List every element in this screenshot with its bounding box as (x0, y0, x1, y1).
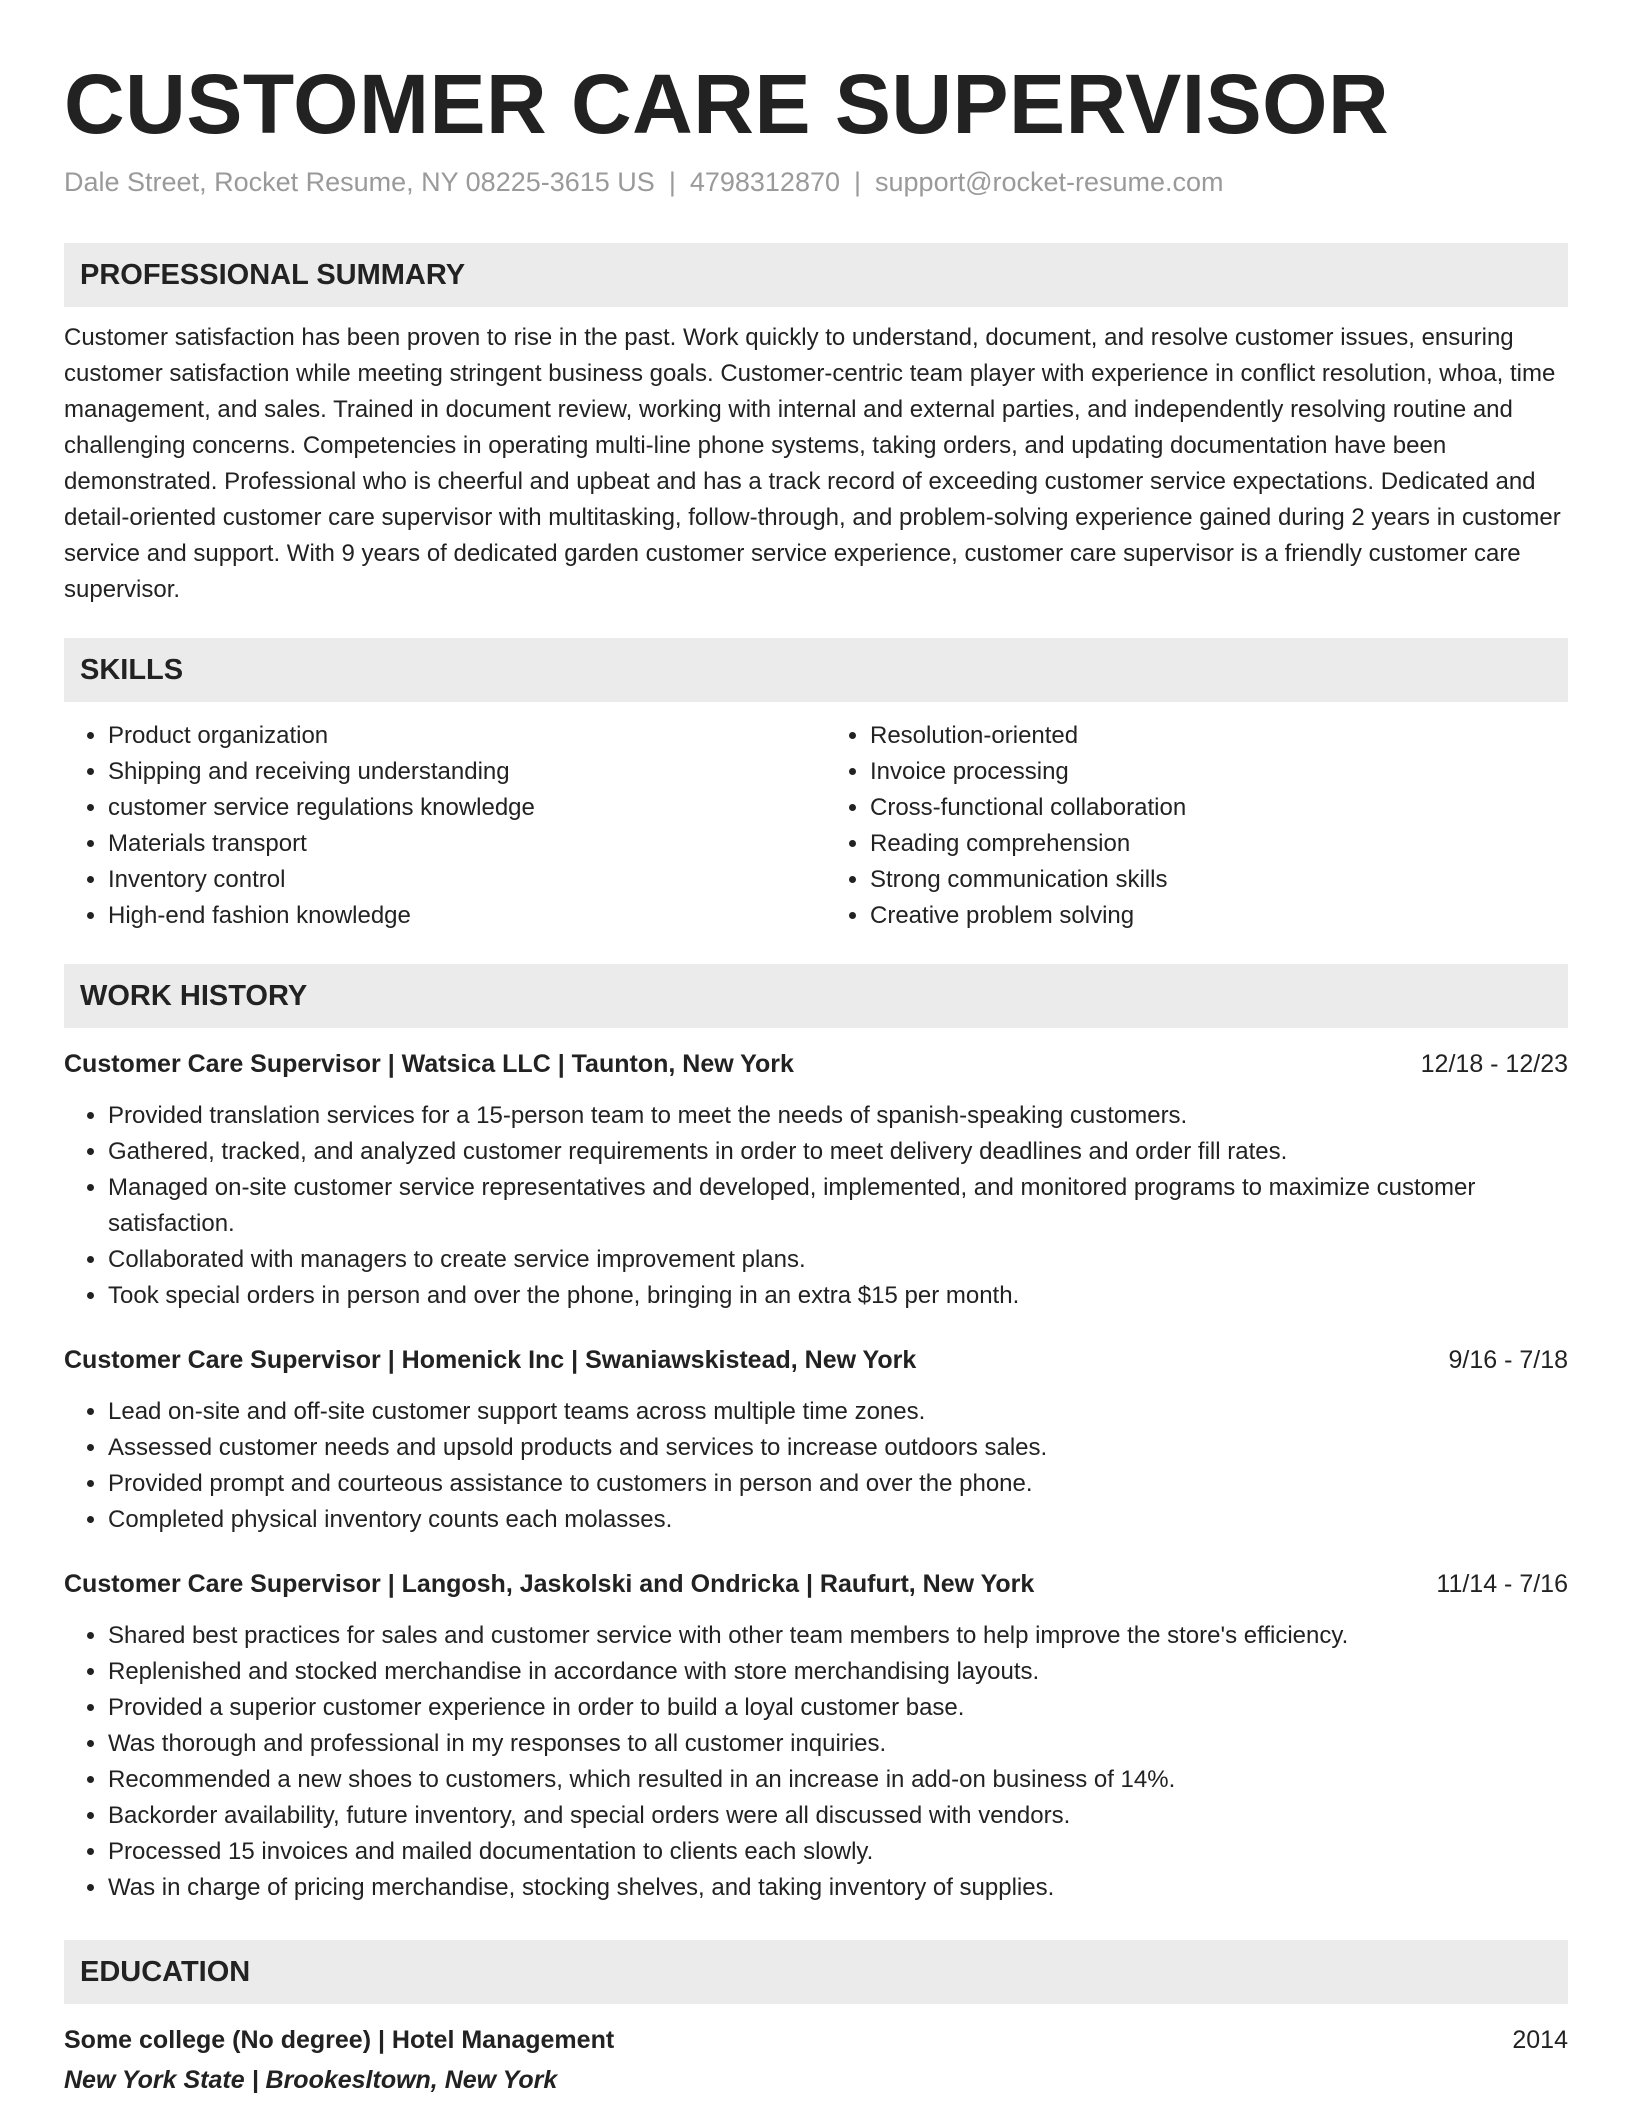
education-school: New York State | Brookesltown, New York (64, 2066, 558, 2094)
resume-title: CUSTOMER CARE SUPERVISOR (64, 57, 1390, 151)
job-entry (64, 1566, 1568, 1906)
job-bullet: • Recommended a new shoes to customers, which resulted in an increase in add-on business of 14%. (108, 1762, 1568, 1798)
skill-item: • Cross-functional collaboration (870, 790, 1568, 826)
skill-item: • Materials transport (108, 826, 806, 862)
section-header-work-history: WORK HISTORY (64, 964, 1568, 1028)
skill-item: • Shipping and receiving understanding (108, 754, 806, 790)
skill-item: • High-end fashion knowledge (108, 898, 806, 934)
education-degree: Some college (No degree) | Hotel Management (64, 2026, 615, 2054)
contact-separator: | (668, 167, 676, 197)
job-bullet: • Took special orders in person and over the phone, bringing in an extra $15 per month. (108, 1278, 1568, 1314)
job-bullet: • Shared best practices for sales and customer service with other team members to help improve the store's efficiency. (108, 1618, 1568, 1654)
skills-grid (64, 718, 1568, 934)
job-title: Customer Care Supervisor | Langosh, Jaskolski and Ondricka | Raufurt, New York (64, 1570, 1035, 1598)
skill-item: • Inventory control (108, 862, 806, 898)
job-heading-row (64, 1342, 1568, 1378)
job-bullet: • Assessed customer needs and upsold products and services to increase outdoors sales. (108, 1430, 1568, 1466)
job-title: Customer Care Supervisor | Watsica LLC | Taunton, New York (64, 1050, 794, 1078)
job-bullets (64, 1618, 1568, 1906)
contact-address: Dale Street, Rocket Resume, NY 08225-3615 US (64, 167, 655, 197)
job-bullet: • Provided prompt and courteous assistance to customers in person and over the phone. (108, 1466, 1568, 1502)
contact-line (64, 164, 1568, 200)
job-title: Customer Care Supervisor | Homenick Inc | Swaniawskistead, New York (64, 1346, 917, 1374)
skill-item: • Strong communication skills (870, 862, 1568, 898)
job-dates: 9/16 - 7/18 (1448, 1346, 1568, 1374)
job-bullet: • Completed physical inventory counts each molasses. (108, 1502, 1568, 1538)
job-bullet: • Lead on-site and off-site customer support teams across multiple time zones. (108, 1394, 1568, 1430)
job-dates: 11/14 - 7/16 (1436, 1570, 1568, 1598)
contact-separator: | (854, 167, 862, 197)
job-heading-row (64, 1566, 1568, 1602)
section-header-skills: SKILLS (64, 638, 1568, 702)
job-bullets (64, 1394, 1568, 1538)
skills-list-right (826, 718, 1568, 934)
skills-list-left (64, 718, 806, 934)
education-year: 2014 (1512, 2026, 1568, 2054)
job-bullet: • Replenished and stocked merchandise in accordance with store merchandising layouts. (108, 1654, 1568, 1690)
section-header-summary: PROFESSIONAL SUMMARY (64, 243, 1568, 307)
job-bullet: • Provided translation services for a 15-person team to meet the needs of spanish-speaking customers. (108, 1098, 1568, 1134)
skill-item: • Creative problem solving (870, 898, 1568, 934)
job-bullet: • Provided a superior customer experience in order to build a loyal customer base. (108, 1690, 1568, 1726)
skill-item: • Invoice processing (870, 754, 1568, 790)
skill-item: • Resolution-oriented (870, 718, 1568, 754)
skill-item: • customer service regulations knowledge (108, 790, 806, 826)
job-bullet: • Gathered, tracked, and analyzed customer requirements in order to meet delivery deadlines and order fill rates. (108, 1134, 1568, 1170)
job-bullet: • Backorder availability, future inventory, and special orders were all discussed with vendors. (108, 1798, 1568, 1834)
job-heading-row (64, 1046, 1568, 1082)
job-bullet: • Was in charge of pricing merchandise, stocking shelves, and taking inventory of supplies. (108, 1870, 1568, 1906)
summary-text: Customer satisfaction has been proven to rise in the past. Work quickly to understand, document, and resolve customer issues, ensuring customer satisfaction while meeting stringent business goals. Customer-centric team player with experience in conflict resolution, whoa, time management, and sales. Trained in document review, working with internal and external parties, and independently resolving routine and challenging concerns. Competencies in operating multi-line phone systems, taking orders, and updating documentation have been demonstrated. Professional who is cheerful and upbeat and has a track record of exceeding customer service expectations. Dedicated and detail-oriented customer care supervisor with multitasking, follow-through, and problem-solving experience gained during 2 years in customer service and support. With 9 years of dedicated garden customer service experience, customer care supervisor is a friendly customer care supervisor. (64, 324, 1561, 603)
education-heading-row (64, 2022, 1568, 2058)
job-dates: 12/18 - 12/23 (1420, 1050, 1568, 1078)
job-entry (64, 1342, 1568, 1538)
job-bullet: • Was thorough and professional in my responses to all customer inquiries. (108, 1726, 1568, 1762)
contact-email: support@rocket-resume.com (875, 167, 1224, 197)
job-entry (64, 1046, 1568, 1314)
contact-phone: 4798312870 (689, 167, 840, 197)
skill-item: • Product organization (108, 718, 806, 754)
job-bullet: • Processed 15 invoices and mailed documentation to clients each slowly. (108, 1834, 1568, 1870)
section-header-education: EDUCATION (64, 1940, 1568, 2004)
skill-item: • Reading comprehension (870, 826, 1568, 862)
job-bullet: • Collaborated with managers to create service improvement plans. (108, 1242, 1568, 1278)
job-bullet: • Managed on-site customer service representatives and developed, implemented, and monitored programs to maximize customer satisfaction. (108, 1170, 1568, 1242)
job-bullets (64, 1098, 1568, 1314)
